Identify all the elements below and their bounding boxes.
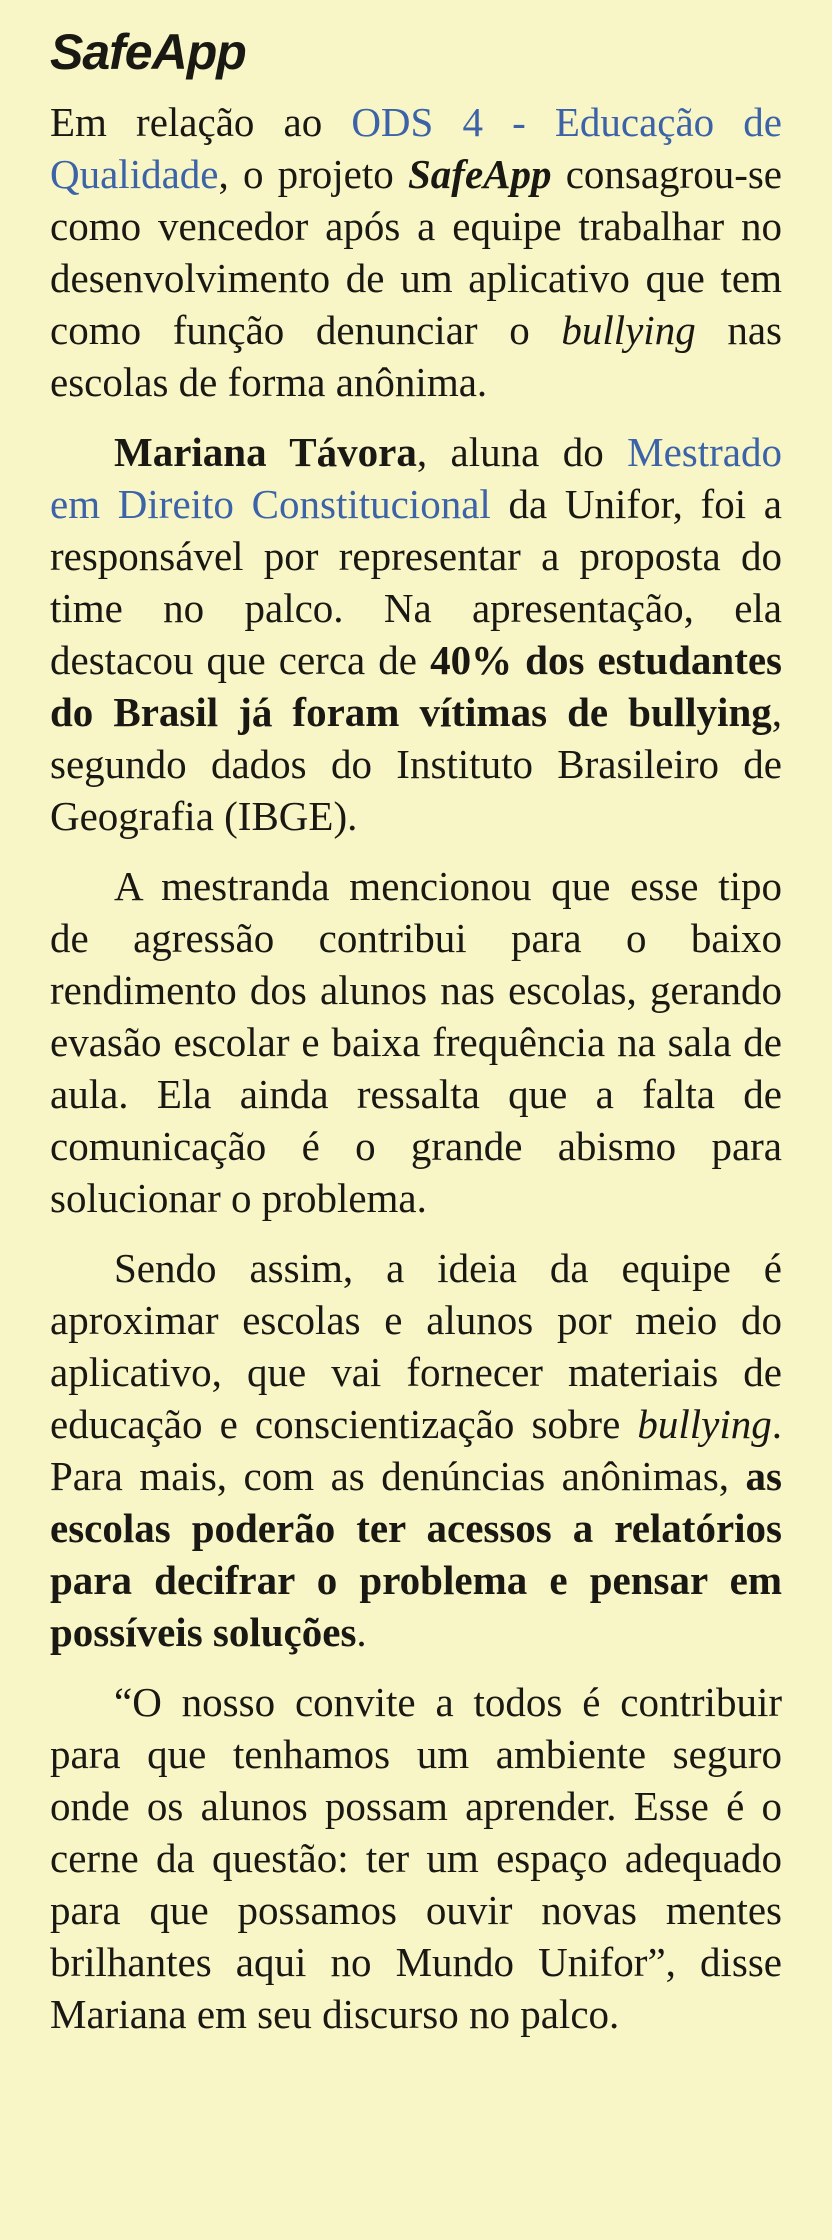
paragraph-1-run-italic: bullying <box>561 306 696 353</box>
paragraph-2-run-plain: , segundo dados do Instituto Brasileiro de Geografia (IBGE). <box>50 688 782 839</box>
paragraph-1-run-plain: nas escolas de forma anônima. <box>50 306 782 405</box>
paragraph-3 <box>50 860 782 1224</box>
paragraph-1-run-plain: , o projeto <box>218 150 408 197</box>
paragraph-4-run-plain: . Para mais, com as denúncias anônimas, <box>50 1400 782 1499</box>
paragraph-4-run-plain: . <box>356 1608 367 1655</box>
paragraph-1-run-bold-italic: SafeApp <box>407 150 552 197</box>
paragraph-2-run-plain: da Unifor, foi a responsável por representar a proposta do time no palco. Na apresentação, ela destacou que cerca de <box>50 480 782 683</box>
link-mestrado-em-direito-constitucional[interactable]: Mestrado em Direito Constitucional <box>50 428 782 527</box>
paragraph-1-run-plain: consagrou-se como vencedor após a equipe trabalhar no desenvolvimento de um aplicativo que tem como função denunciar o <box>50 150 782 353</box>
paragraph-5 <box>50 1676 782 2040</box>
paragraph-4-run-italic: bullying <box>637 1400 772 1447</box>
paragraph-2 <box>50 426 782 842</box>
paragraph-2-run-plain: , aluna do <box>416 428 628 475</box>
paragraph-1 <box>50 96 782 408</box>
paragraph-2-run-bold: Mariana Távora <box>114 428 417 475</box>
paragraph-5-run-plain: “O nosso convite a todos é contribuir para que tenhamos um ambiente seguro onde os alunos possam aprender. Esse é o cerne da questão: ter um espaço adequado para que possamos ouvir novas mentes brilhantes aqui no Mundo Unifor”, disse Mariana em seu discurso no palco. <box>50 1678 782 2037</box>
paragraph-3-run-plain: A mestranda mencionou que esse tipo de agressão contribui para o baixo rendimento dos alunos nas escolas, gerando evasão escolar e baixa frequência na sala de aula. Ela ainda ressalta que a falta de comunicação é o grande abismo para solucionar o problema. <box>50 862 782 1221</box>
paragraph-2-run-bold: 40% dos estudantes do Brasil já foram vítimas de bullying <box>50 636 783 735</box>
paragraph-1-run-plain: Em relação ao <box>50 98 352 145</box>
paragraph-4-run-plain: Sendo assim, a ideia da equipe é aproximar escolas e alunos por meio do aplicativo, que vai fornecer materiais de educação e conscientização sobre <box>50 1244 782 1447</box>
link-ods-4-educacao-de-qualidade[interactable]: ODS 4 - Educação de Qualidade <box>50 98 782 197</box>
paragraph-4 <box>50 1242 782 1658</box>
article-title: SafeApp <box>50 24 246 80</box>
paragraph-4-run-bold: as escolas poderão ter acessos a relatórios para decifrar o problema e pensar em possíveis soluções <box>50 1452 782 1655</box>
article-body <box>50 96 782 2040</box>
